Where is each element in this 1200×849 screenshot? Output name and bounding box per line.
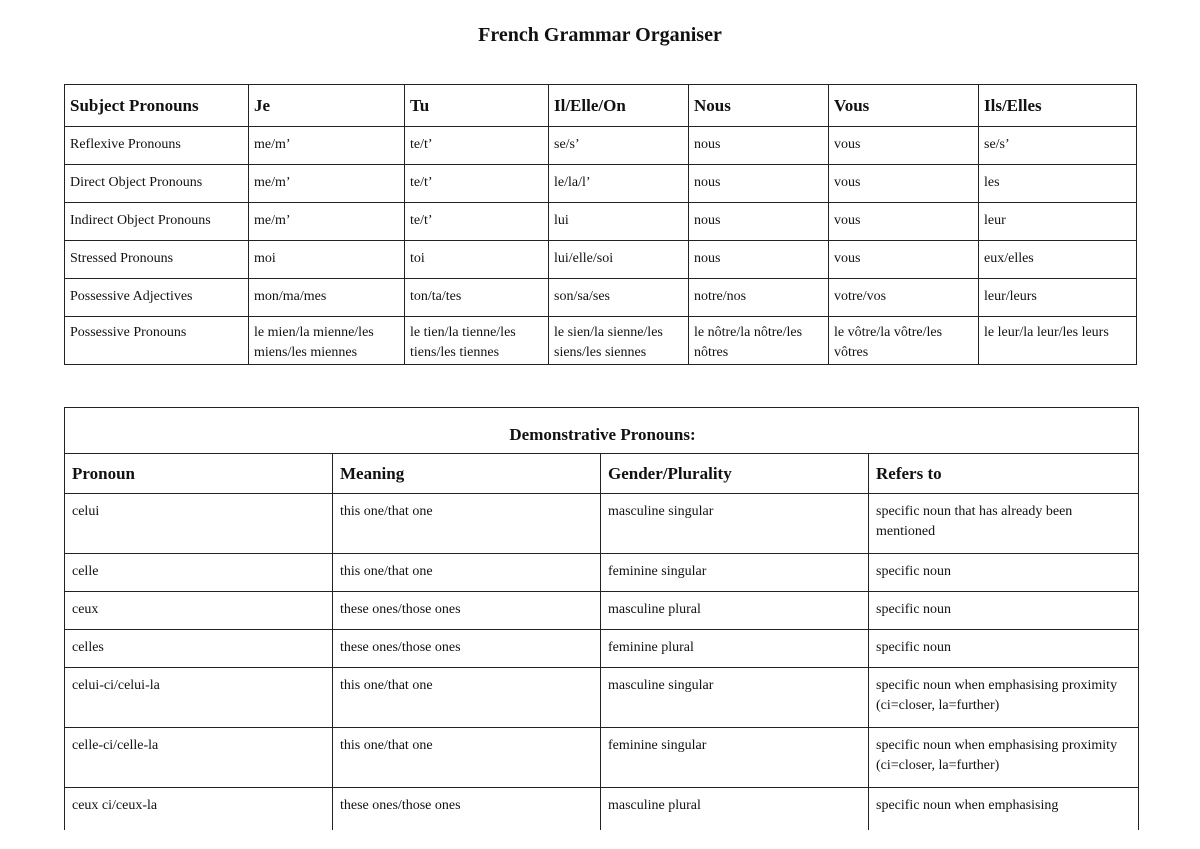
header-il-elle-on: Il/Elle/On bbox=[549, 85, 689, 127]
table-caption-row bbox=[65, 408, 1139, 454]
header-subject-pronouns: Subject Pronouns bbox=[65, 85, 249, 127]
demonstrative-header-row bbox=[65, 454, 1139, 494]
table-cell: lui bbox=[549, 203, 689, 241]
table-cell: feminine plural bbox=[601, 630, 869, 668]
table-cell: notre/nos bbox=[689, 279, 829, 317]
table-cell: son/sa/ses bbox=[549, 279, 689, 317]
table-cell: se/s’ bbox=[549, 127, 689, 165]
table-cell: le vôtre/la vôtre/les vôtres bbox=[829, 317, 979, 365]
header-vous: Vous bbox=[829, 85, 979, 127]
table-cell: leur bbox=[979, 203, 1137, 241]
table-cell: nous bbox=[689, 165, 829, 203]
table-cell: these ones/those ones bbox=[333, 630, 601, 668]
table-cell: nous bbox=[689, 203, 829, 241]
table-cell: me/m’ bbox=[249, 203, 405, 241]
row-label: Possessive Pronouns bbox=[65, 317, 249, 365]
demonstrative-pronouns-table bbox=[64, 407, 1139, 830]
table-cell: te/t’ bbox=[405, 165, 549, 203]
table-cell: these ones/those ones bbox=[333, 592, 601, 630]
row-label: Possessive Adjectives bbox=[65, 279, 249, 317]
header-meaning: Meaning bbox=[333, 454, 601, 494]
row-label: Stressed Pronouns bbox=[65, 241, 249, 279]
row-label: Direct Object Pronouns bbox=[65, 165, 249, 203]
table-row bbox=[65, 494, 1139, 554]
table-cell: mon/ma/mes bbox=[249, 279, 405, 317]
table-row bbox=[65, 728, 1139, 788]
table-cell: celle-ci/celle-la bbox=[65, 728, 333, 788]
table-cell: vous bbox=[829, 241, 979, 279]
table-cell: specific noun bbox=[869, 630, 1139, 668]
page-bottom-edge bbox=[0, 831, 1200, 849]
header-ils-elles: Ils/Elles bbox=[979, 85, 1137, 127]
table-cell: celle bbox=[65, 554, 333, 592]
table-cell: le sien/la sienne/les siens/les siennes bbox=[549, 317, 689, 365]
table-cell: les bbox=[979, 165, 1137, 203]
table-cell: votre/vos bbox=[829, 279, 979, 317]
table-cell: moi bbox=[249, 241, 405, 279]
table-row bbox=[65, 317, 1137, 365]
table-cell: specific noun when emphasising proximity (ci=closer, la=further) bbox=[869, 728, 1139, 788]
table-cell: this one/that one bbox=[333, 728, 601, 788]
table-cell: this one/that one bbox=[333, 668, 601, 728]
header-nous: Nous bbox=[689, 85, 829, 127]
table-cell: le leur/la leur/les leurs bbox=[979, 317, 1137, 365]
table-cell: feminine singular bbox=[601, 728, 869, 788]
table-cell: le mien/la mienne/les miens/les miennes bbox=[249, 317, 405, 365]
page-title: French Grammar Organiser bbox=[478, 24, 722, 46]
table-row bbox=[65, 788, 1139, 830]
table-cell: lui/elle/soi bbox=[549, 241, 689, 279]
table-cell: specific noun that has already been mentioned bbox=[869, 494, 1139, 554]
table-cell: vous bbox=[829, 165, 979, 203]
table-cell: le tien/la tienne/les tiens/les tiennes bbox=[405, 317, 549, 365]
table-cell: these ones/those ones bbox=[333, 788, 601, 830]
header-gender-plurality: Gender/Plurality bbox=[601, 454, 869, 494]
table-cell: masculine singular bbox=[601, 668, 869, 728]
table-cell: specific noun when emphasising bbox=[869, 788, 1139, 830]
table-cell: te/t’ bbox=[405, 203, 549, 241]
table-row bbox=[65, 203, 1137, 241]
header-pronoun: Pronoun bbox=[65, 454, 333, 494]
table-cell: vous bbox=[829, 203, 979, 241]
table-row bbox=[65, 279, 1137, 317]
table-cell: leur/leurs bbox=[979, 279, 1137, 317]
table-cell: nous bbox=[689, 241, 829, 279]
table-cell: nous bbox=[689, 127, 829, 165]
table-cell: specific noun bbox=[869, 592, 1139, 630]
table-caption: Demonstrative Pronouns: bbox=[65, 408, 1139, 454]
row-label: Reflexive Pronouns bbox=[65, 127, 249, 165]
table-cell: celles bbox=[65, 630, 333, 668]
header-refers-to: Refers to bbox=[869, 454, 1139, 494]
table-row bbox=[65, 165, 1137, 203]
table-cell: eux/elles bbox=[979, 241, 1137, 279]
table-cell: this one/that one bbox=[333, 554, 601, 592]
table-cell: te/t’ bbox=[405, 127, 549, 165]
row-label: Indirect Object Pronouns bbox=[65, 203, 249, 241]
header-tu: Tu bbox=[405, 85, 549, 127]
table-row bbox=[65, 592, 1139, 630]
pronoun-table bbox=[64, 84, 1137, 365]
table-cell: me/m’ bbox=[249, 127, 405, 165]
table-cell: specific noun when emphasising proximity (ci=closer, la=further) bbox=[869, 668, 1139, 728]
table-cell: me/m’ bbox=[249, 165, 405, 203]
table-cell: celui-ci/celui-la bbox=[65, 668, 333, 728]
table-cell: feminine singular bbox=[601, 554, 869, 592]
table-cell: le nôtre/la nôtre/les nôtres bbox=[689, 317, 829, 365]
table-cell: vous bbox=[829, 127, 979, 165]
table-cell: celui bbox=[65, 494, 333, 554]
table-cell: masculine plural bbox=[601, 788, 869, 830]
table-cell: masculine singular bbox=[601, 494, 869, 554]
table-row bbox=[65, 241, 1137, 279]
table-row bbox=[65, 554, 1139, 592]
table-cell: masculine plural bbox=[601, 592, 869, 630]
table-cell: le/la/l’ bbox=[549, 165, 689, 203]
table-cell: ceux ci/ceux-la bbox=[65, 788, 333, 830]
table-cell: this one/that one bbox=[333, 494, 601, 554]
table-cell: se/s’ bbox=[979, 127, 1137, 165]
table-cell: ton/ta/tes bbox=[405, 279, 549, 317]
table-cell: ceux bbox=[65, 592, 333, 630]
table-row bbox=[65, 630, 1139, 668]
header-je: Je bbox=[249, 85, 405, 127]
table-row bbox=[65, 668, 1139, 728]
table-cell: specific noun bbox=[869, 554, 1139, 592]
table-row bbox=[65, 127, 1137, 165]
pronoun-table-header-row bbox=[65, 85, 1137, 127]
table-cell: toi bbox=[405, 241, 549, 279]
